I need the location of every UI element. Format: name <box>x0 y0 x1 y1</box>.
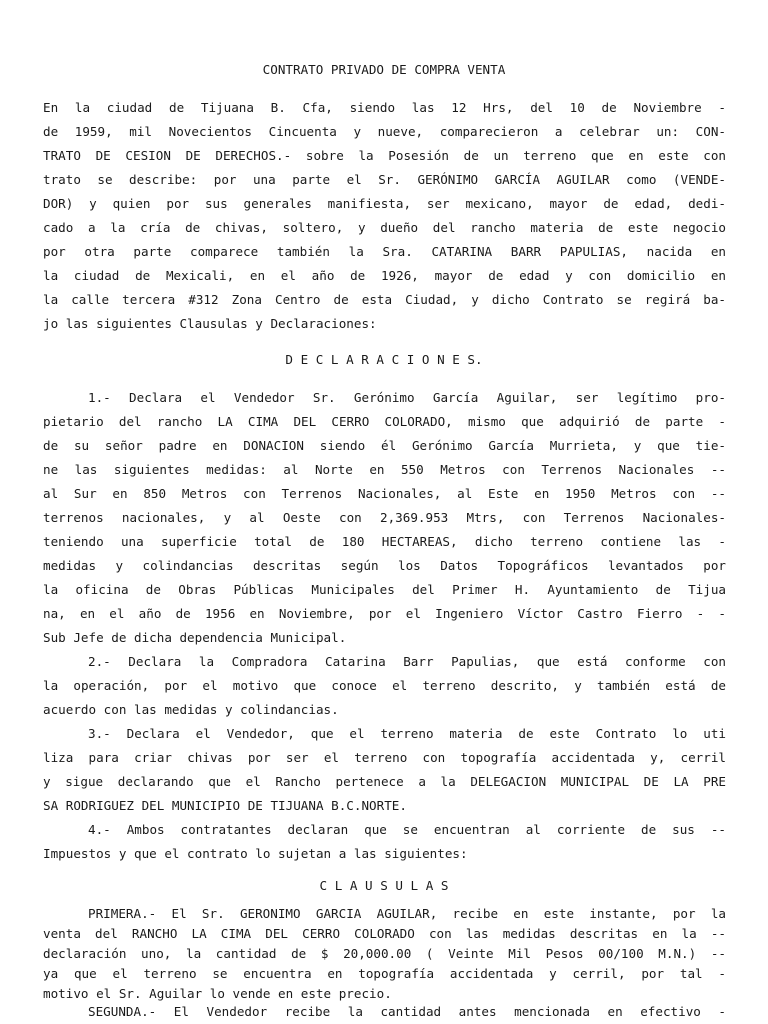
declaracion-line: 1.- Declara el Vendedor Sr. Gerónimo García Aguilar, ser legítimo pro- <box>88 390 726 405</box>
declaracion-line: SA RODRIGUEZ DEL MUNICIPIO DE TIJUANA B.C.NORTE. <box>43 798 407 813</box>
intro-line: En la ciudad de Tijuana B. Cfa, siendo las 12 Hrs, del 10 de Noviembre - <box>43 100 726 115</box>
declaracion-line: de su señor padre en DONACION siendo él Gerónimo García Murrieta, y que tie- <box>43 438 726 453</box>
declaracion-line: la operación, por el motivo que conoce el terreno descrito, y también está de <box>43 678 726 693</box>
declaracion-line: na, en el año de 1956 en Noviembre, por el Ingeniero Víctor Castro Fierro - - <box>43 606 726 621</box>
intro-line: la calle tercera #312 Zona Centro de esta Ciudad, y dicho Contrato se regirá ba- <box>43 292 726 307</box>
declaracion-line: ne las siguientes medidas: al Norte en 550 Metros con Terrenos Nacionales -- <box>43 462 726 477</box>
intro-line: DOR) y quien por sus generales manifiesta, ser mexicano, mayor de edad, dedi- <box>43 196 726 211</box>
clausula-line: motivo el Sr. Aguilar lo vende en este precio. <box>43 986 392 1001</box>
declaracion-line: 2.- Declara la Compradora Catarina Barr Papulias, que está conforme con <box>88 654 726 669</box>
declaracion-line: liza para criar chivas por ser el terreno con topografía accidentada y, cerril <box>43 750 726 765</box>
intro-line: trato se describe: por una parte el Sr. GERÓNIMO GARCÍA AGUILAR como (VENDE- <box>43 172 726 187</box>
declaracion-line: acuerdo con las medidas y colindancias. <box>43 702 339 717</box>
declaracion-line: Impuestos y que el contrato lo sujetan a las siguientes: <box>43 846 468 861</box>
intro-line: cado a la cría de chivas, soltero, y dueño del rancho materia de este negocio <box>43 220 726 235</box>
clausula-line: PRIMERA.- El Sr. GERONIMO GARCIA AGUILAR, recibe en este instante, por la <box>88 906 726 921</box>
declaracion-line: 4.- Ambos contratantes declaran que se encuentran al corriente de sus -- <box>88 822 726 837</box>
declaracion-line: pietario del rancho LA CIMA DEL CERRO COLORADO, mismo que adquirió de parte - <box>43 414 726 429</box>
declaracion-line: 3.- Declara el Vendedor, que el terreno materia de este Contrato lo uti <box>88 726 726 741</box>
intro-line: de 1959, mil Novecientos Cincuenta y nueve, comparecieron a celebrar un: CON- <box>43 124 726 139</box>
declaracion-line: y sigue declarando que el Rancho pertenece a la DELEGACION MUNICIPAL DE LA PRE <box>43 774 726 789</box>
declaracion-line: medidas y colindancias descritas según los Datos Topográficos levantados por <box>43 558 726 573</box>
intro-line: la ciudad de Mexicali, en el año de 1926, mayor de edad y con domicilio en <box>43 268 726 283</box>
clausula-line: venta del RANCHO LA CIMA DEL CERRO COLORADO con las medidas descritas en la -- <box>43 926 726 941</box>
declaracion-line: terrenos nacionales, y al Oeste con 2,369.953 Mtrs, con Terrenos Nacionales- <box>43 510 726 525</box>
clausula-line: declaración uno, la cantidad de $ 20,000.00 ( Veinte Mil Pesos 00/100 M.N.) -- <box>43 946 726 961</box>
intro-line: jo las siguientes Clausulas y Declaraciones: <box>43 316 377 331</box>
intro-line: por otra parte comparece también la Sra. CATARINA BARR PAPULIAS, nacida en <box>43 244 726 259</box>
clausulas-heading: C L A U S U L A S <box>319 878 449 893</box>
intro-line: TRATO DE CESION DE DERECHOS.- sobre la Posesión de un terreno que en este con <box>43 148 726 163</box>
declaracion-line: Sub Jefe de dicha dependencia Municipal. <box>43 630 347 645</box>
declaracion-line: la oficina de Obras Públicas Municipales del Primer H. Ayuntamiento de Tijua <box>43 582 726 597</box>
declaracion-line: al Sur en 850 Metros con Terrenos Nacionales, al Este en 1950 Metros con -- <box>43 486 726 501</box>
document-title: CONTRATO PRIVADO DE COMPRA VENTA <box>262 62 506 77</box>
clausula-line: SEGUNDA.- El Vendedor recibe la cantidad antes mencionada en efectivo - <box>88 1004 726 1019</box>
declaracion-line: teniendo una superficie total de 180 HECTAREAS, dicho terreno contiene las - <box>43 534 726 549</box>
clausula-line: ya que el terreno se encuentra en topografía accidentada y cerril, por tal - <box>43 966 726 981</box>
declaraciones-heading: D E C L A R A C I O N E S. <box>285 352 483 367</box>
